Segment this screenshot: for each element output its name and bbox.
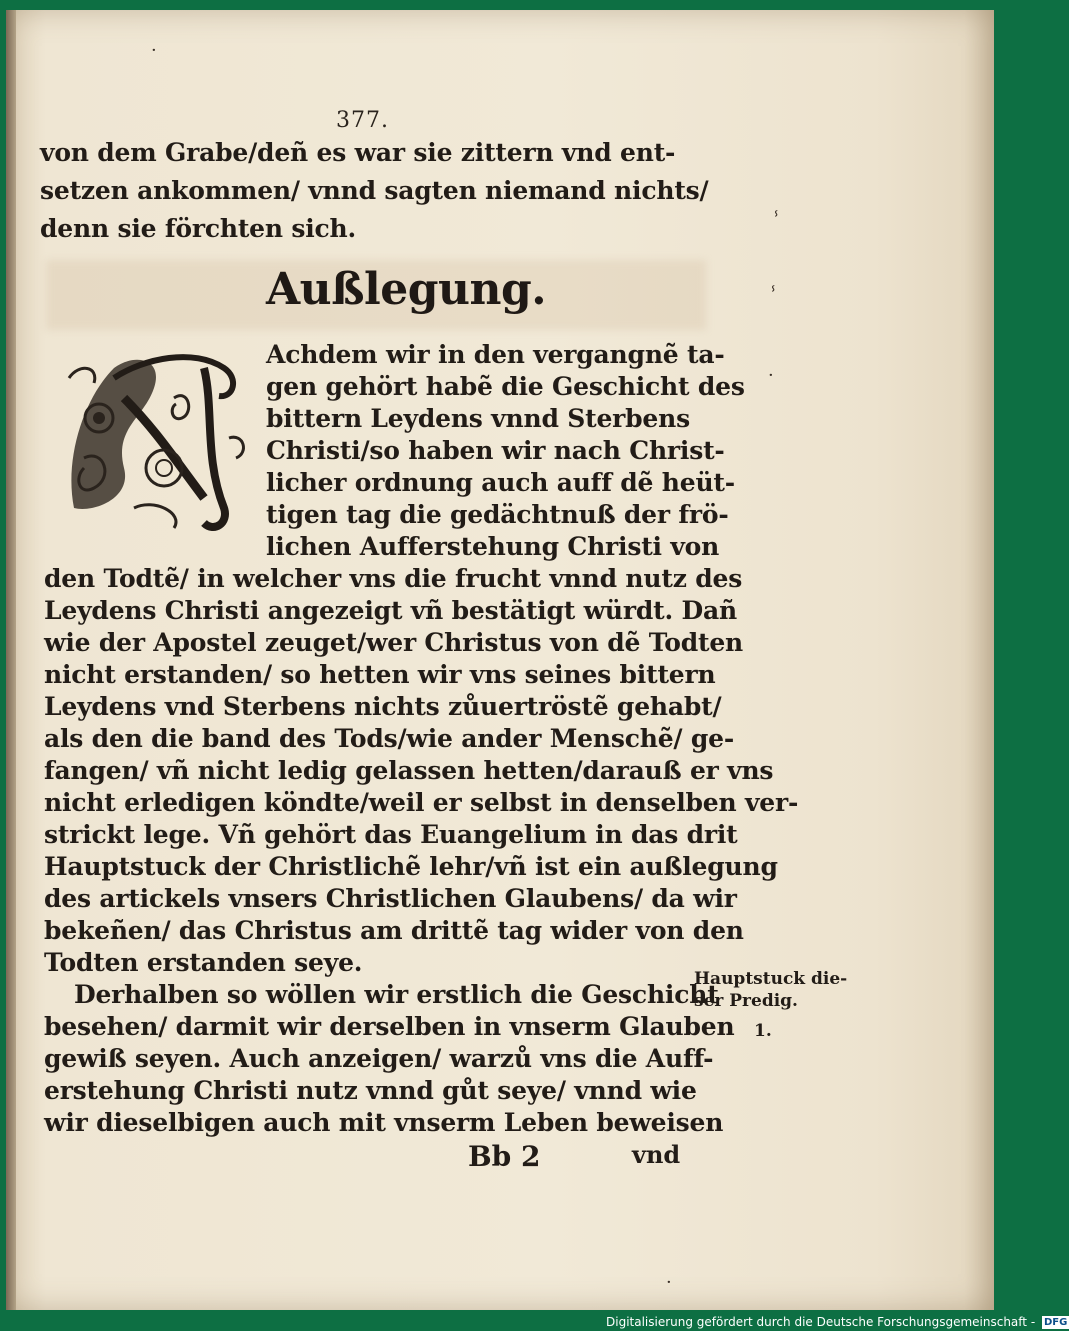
paragraph-line: wir dieselbigen auch mit vnserm Leben beweisen (44, 1108, 724, 1137)
opening-line: denn sie förchten sich. (40, 214, 357, 243)
initial-paragraph-line: gen gehört habẽ die Geschicht des (266, 372, 745, 401)
page-gutter (6, 10, 16, 1310)
margin-note-line: ser Predig. (694, 991, 798, 1011)
body-line: Hauptstuck der Christlichẽ lehr/vñ ist ein außlegung (44, 852, 778, 881)
footer-text: Digitalisierung gefördert durch die Deutsche Forschungsgemeinschaft - (606, 1315, 1036, 1329)
initial-paragraph-line: tigen tag die gedächtnuß der frö- (266, 500, 729, 529)
catchword: vnd (632, 1140, 681, 1169)
scanned-page (6, 10, 994, 1310)
initial-paragraph-line: licher ordnung auch auff dẽ heüt- (266, 468, 735, 497)
body-line: nicht erledigen köndte/weil er selbst in denselben ver- (44, 788, 799, 817)
body-line: den Todtẽ/ in welcher vns die frucht vnnd nutz des (44, 564, 743, 593)
body-line: bekeñen/ das Christus am drittẽ tag wider von den (44, 916, 744, 945)
paragraph-line: besehen/ darmit wir derselben in vnserm Glauben (44, 1012, 735, 1041)
margin-note-line: Hauptstuck die- (694, 969, 848, 989)
body-line: als den die band des Tods/wie ander Menschẽ/ ge- (44, 724, 735, 753)
body-line: Leydens vnd Sterbens nichts zůuertröstẽ gehabt/ (44, 692, 722, 721)
paragraph-line: gewiß seyen. Auch anzeigen/ warzů vns die Auff- (44, 1044, 714, 1073)
digitization-footer (606, 1314, 1069, 1331)
paper-fleck: ⸯ (771, 212, 782, 233)
paper-fleck: · (151, 40, 157, 61)
paper-fleck: · (666, 1272, 672, 1293)
body-line: Todten erstanden seye. (44, 948, 363, 977)
body-line: wie der Apostel zeuget/wer Christus von dẽ Todten (44, 628, 744, 657)
initial-paragraph-line: lichen Aufferstehung Christi von (266, 532, 720, 561)
section-heading: Außlegung. (266, 264, 547, 315)
initial-paragraph-line: Christi/so haben wir nach Christ- (266, 436, 725, 465)
dfg-logo: DFG (1043, 1317, 1068, 1328)
margin-note-number: 1. (754, 1021, 772, 1041)
initial-paragraph-line: Achdem wir in den vergangnẽ ta- (266, 340, 725, 369)
paper-fleck: ⸯ (768, 287, 779, 308)
body-line: des artickels vnsers Christlichen Glaubens/ da wir (44, 884, 737, 913)
page-number: 377. (336, 108, 389, 133)
decorated-initial-n-icon (54, 338, 254, 538)
paragraph-line: erstehung Christi nutz vnnd gůt seye/ vnnd wie (44, 1076, 697, 1105)
opening-line: setzen ankommen/ vnnd sagten niemand nichts/ (40, 176, 709, 205)
body-line: nicht erstanden/ so hetten wir vns seines bittern (44, 660, 716, 689)
paragraph-line: Derhalben so wöllen wir erstlich die Geschicht (74, 980, 719, 1009)
body-line: Leydens Christi angezeigt vñ bestätigt würdt. Dañ (44, 596, 737, 625)
body-line: strickt lege. Vñ gehört das Euangelium in das drit (44, 820, 738, 849)
initial-paragraph-line: bittern Leydens vnnd Sterbens (266, 404, 690, 433)
body-line: fangen/ vñ nicht ledig gelassen hetten/darauß er vns (44, 756, 774, 785)
signature-mark: Bb 2 (468, 1140, 541, 1173)
opening-line: von dem Grabe/deñ es war sie zittern vnd ent- (40, 138, 676, 167)
paper-fleck: · (768, 365, 774, 386)
